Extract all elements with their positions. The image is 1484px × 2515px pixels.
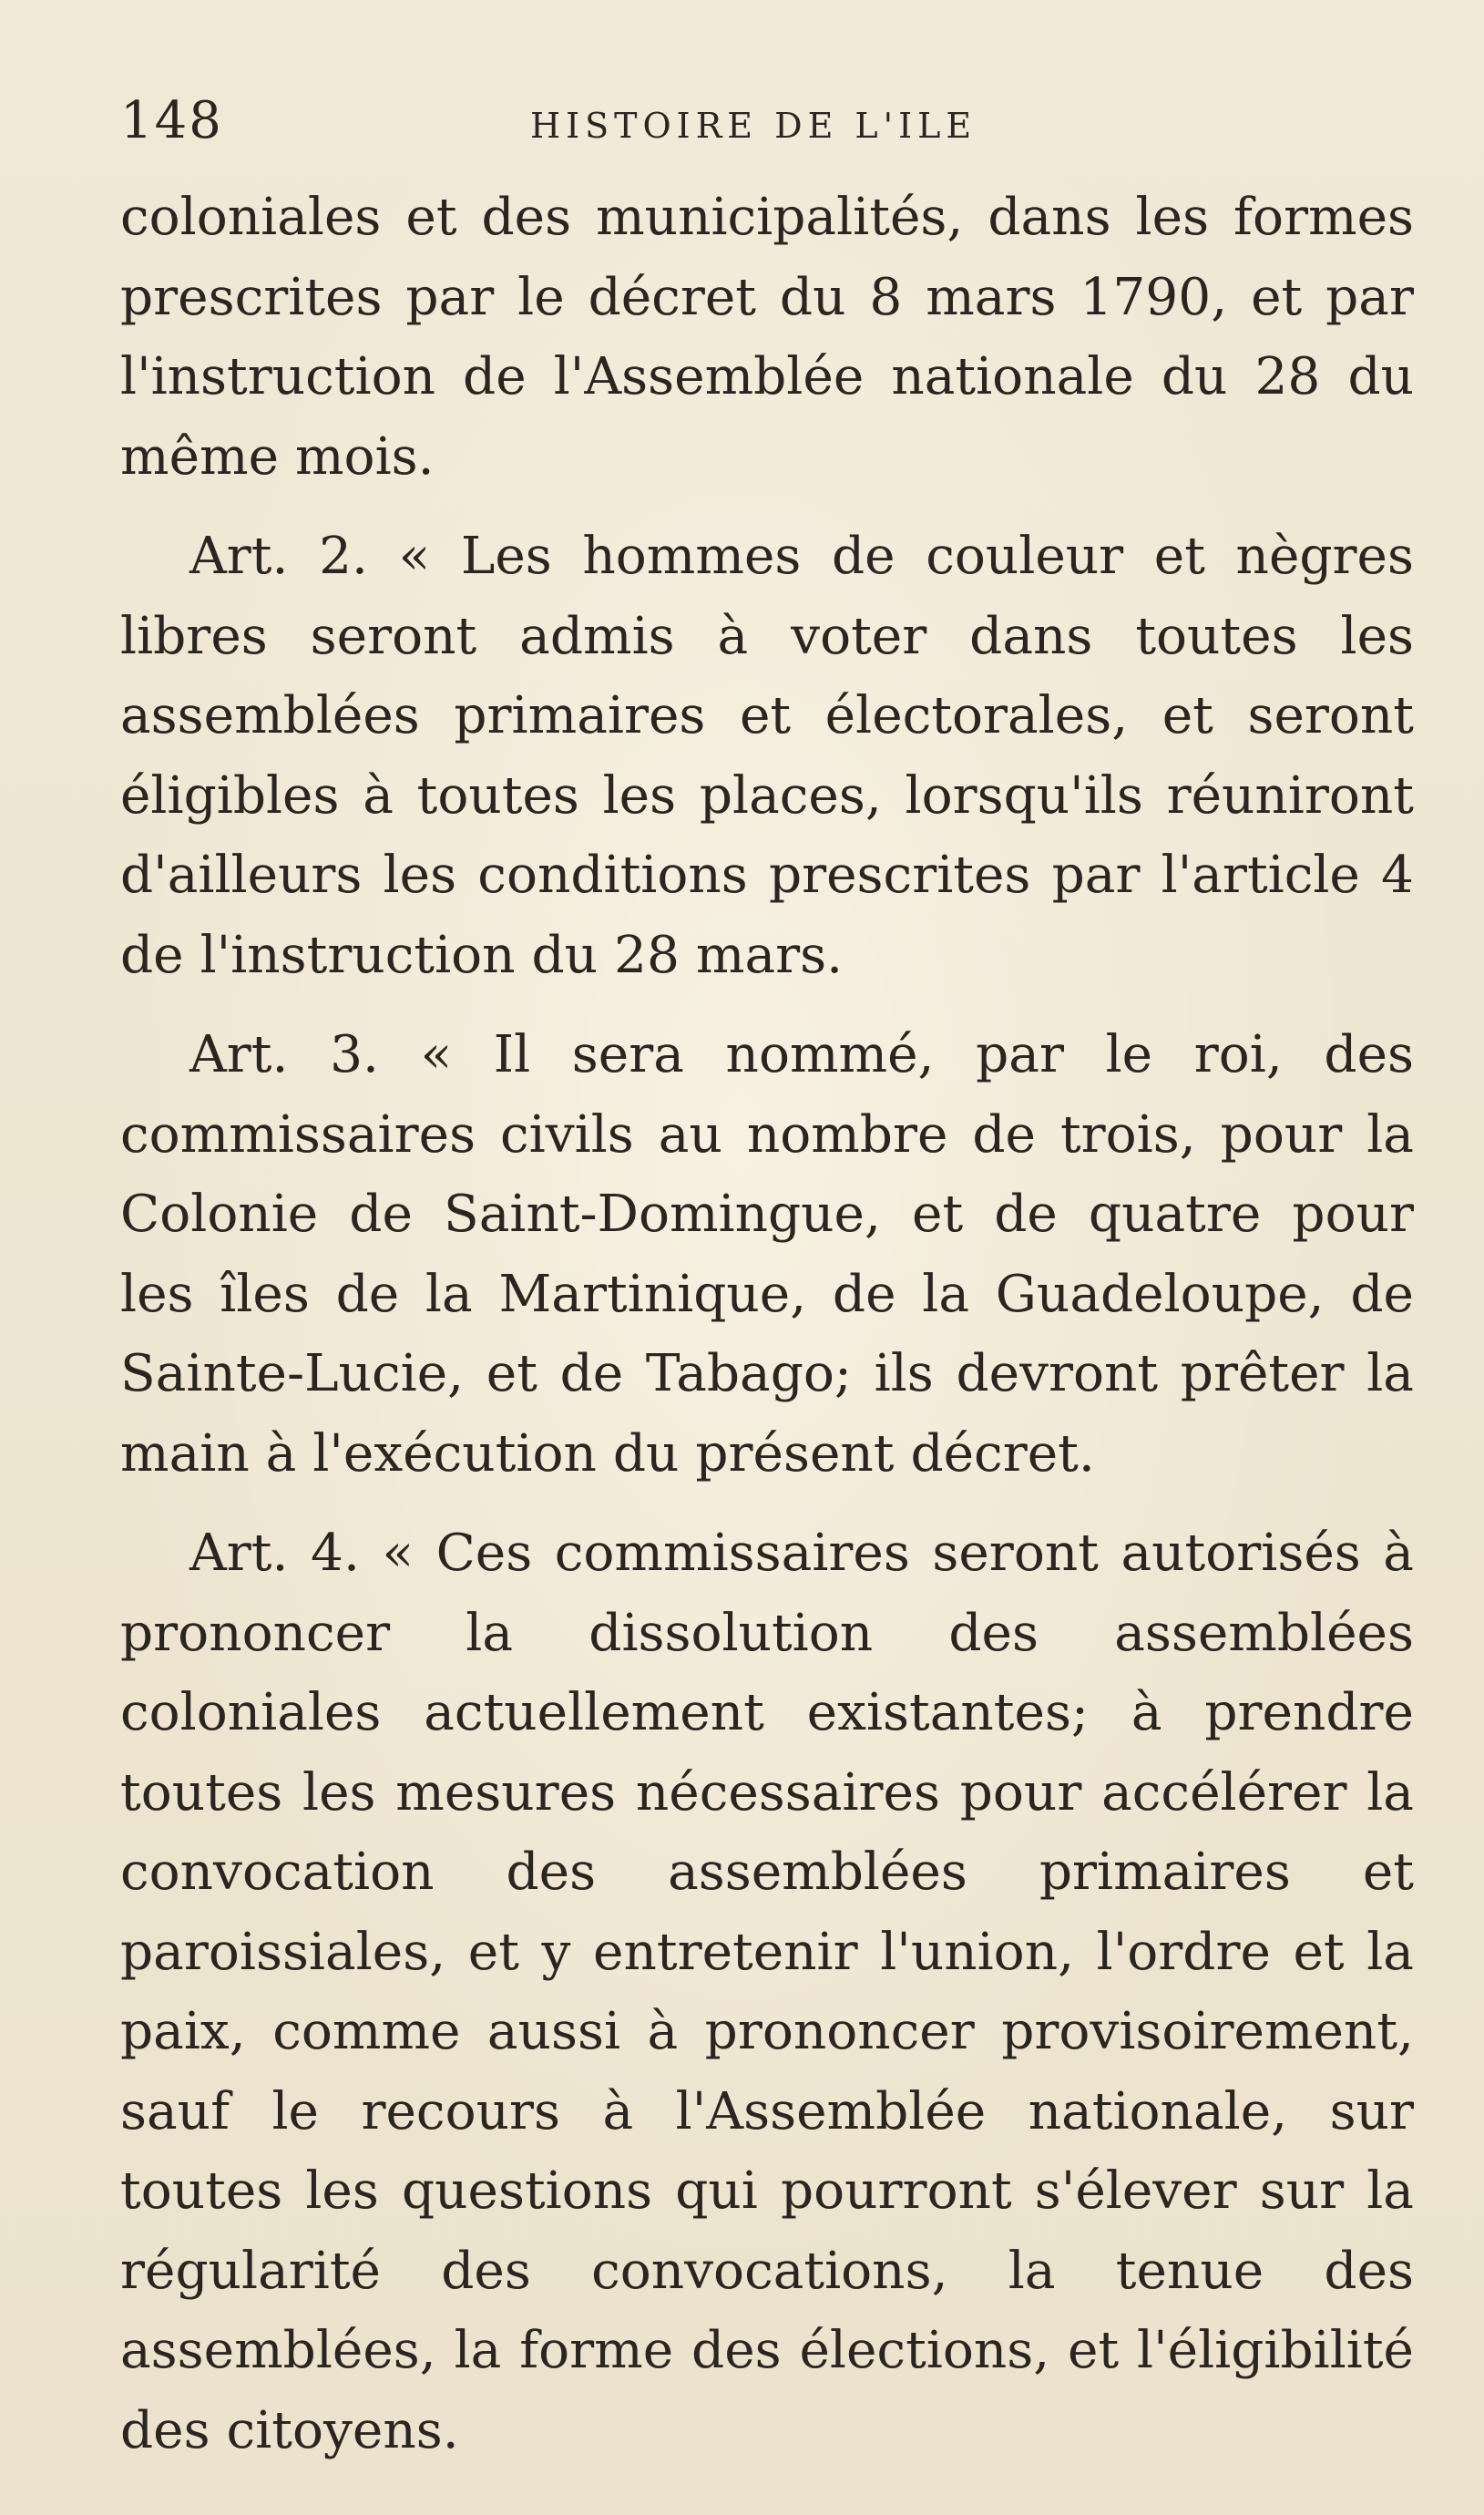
paragraph-article-3: Art. 3. « Il sera nommé, par le roi, des commissaires civils au nombre de trois, pour la Colonie de Saint-Domingue, et de quatre pour les îles de la Martinique, de la Guadeloupe, de Sainte-Lucie, et de Tabago; ils devront prêter la main à l'exécution du présent décret.: [120, 1025, 1414, 1483]
paragraph-article-4: Art. 4. « Ces commissaires seront autorisés à prononcer la dissolution des assemblées coloniales actuellement existantes; à prendre toutes les mesures nécessaires pour accélérer la convocation des assemblées primaires et paroissiales, et y entretenir l'union, l'ordre et la paix, comme aussi à prononcer provisoirement, sauf le recours à l'Assemblée nationale, sur toutes les questions qui pourront s'élever sur la régularité des convocations, la tenue des assemblées, la forme des élections, et l'éligibilité des citoyens.: [120, 1524, 1414, 2460]
page-header: [120, 91, 1329, 164]
running-head: HISTOIRE DE L'ILE: [530, 106, 977, 146]
body-text: [120, 178, 1414, 2470]
paragraph-article-2: Art. 2. « Les hommes de couleur et nègres libres seront admis à voter dans toutes les assemblées primaires et électorales, et seront éligibles à toutes les places, lorsqu'ils réuniront d'ailleurs les conditions prescrites par l'article 4 de l'instruction du 28 mars.: [120, 527, 1414, 985]
paragraph-continuation: coloniales et des municipalités, dans les formes prescrites par le décret du 8 mars 1790, et par l'instruction de l'Assemblée nationale du 28 du même mois.: [120, 188, 1414, 487]
page-number: 148: [120, 91, 223, 150]
